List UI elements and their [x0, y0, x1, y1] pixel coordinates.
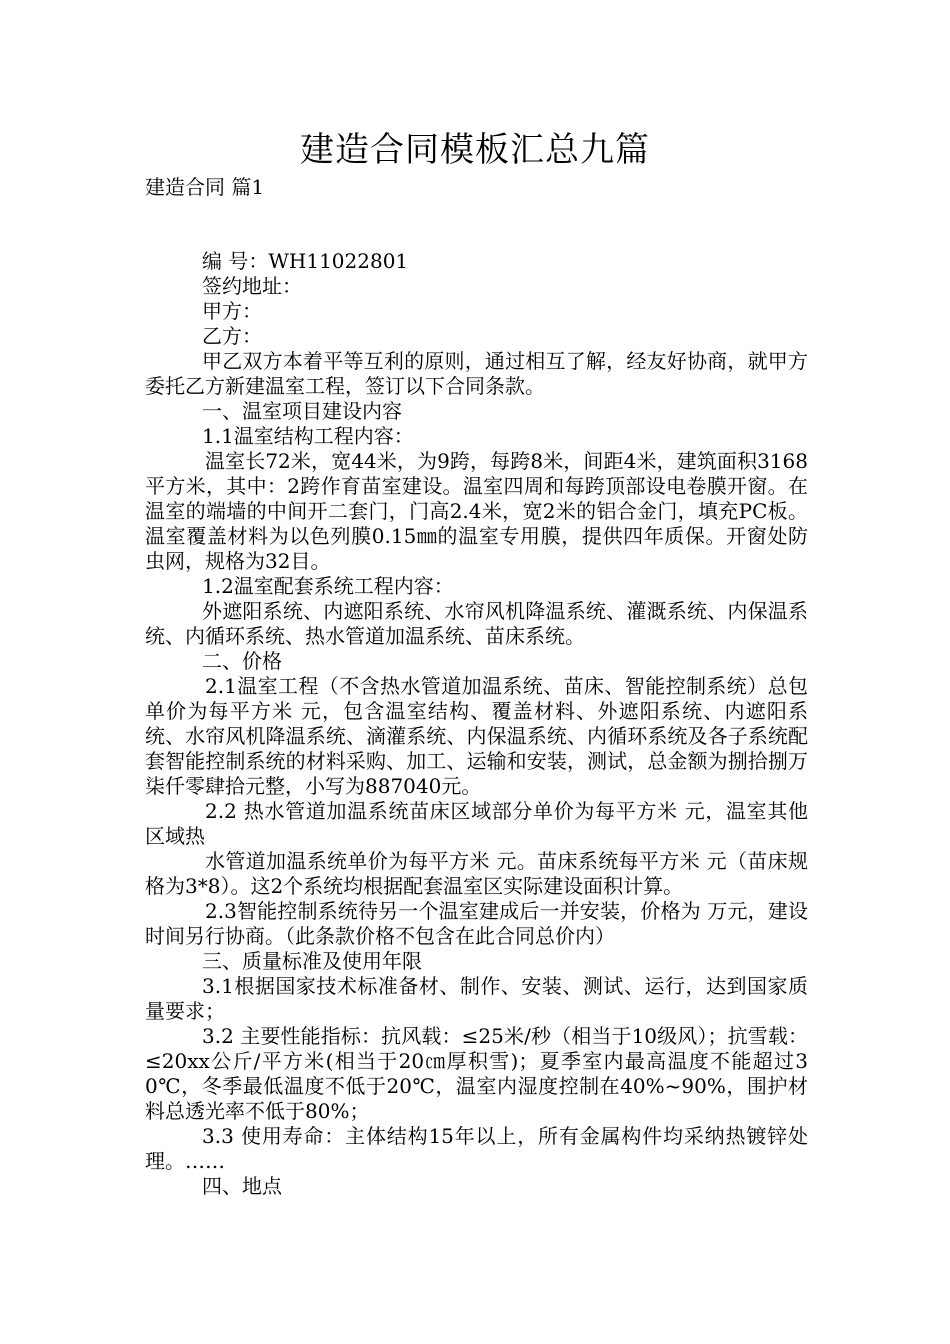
section-1-2-heading: 1.2温室配套系统工程内容： [202, 574, 454, 598]
section-3-2-paragraph: 3.2 主要性能指标：抗风载：≤25米/秒（相当于10级风）；抗雪载：≤20xx公斤/平方米(相当于20㎝厚积雪)；夏季室内最高温度不能超过30℃，冬季最低温度不低于20℃，温室内湿度控制在40%~90%，围护材料总透光率不低于80%； [145, 1024, 808, 1123]
intro-paragraph: 甲乙双方本着平等互利的原则，通过相互了解，经友好协商，就甲方委托乙方新建温室工程，签订以下合同条款。 [145, 349, 808, 398]
section-1-2-body: 外遮阳系统、内遮阳系统、水帘风机降温系统、灌溉系统、内保温系统、内循环系统、热水管道加温系统、苗床系统。 [145, 599, 808, 648]
section-2-heading: 二、价格 [202, 649, 282, 673]
signing-address-field: 签约地址： [202, 274, 302, 298]
document-title: 建造合同模板汇总九篇 [300, 130, 650, 170]
section-3-heading: 三、质量标准及使用年限 [202, 949, 422, 973]
contract-number-field: 编 号：WH11022801 [202, 249, 409, 273]
section-2-2-paragraph-b: 水管道加温系统单价为每平方米 元。苗床系统每平方米 元（苗床规格为3*8）。这2个系统均根据配套温室区实际建设面积计算。 [145, 849, 808, 898]
section-2-3-paragraph: 2.3智能控制系统待另一个温室建成后一并安装，价格为 万元，建设时间另行协商。（此条款价格不包含在此合同总价内） [145, 899, 808, 948]
section-3-1-paragraph: 3.1根据国家技术标准备材、制作、安装、测试、运行，达到国家质量要求； [145, 974, 808, 1023]
section-2-2-paragraph-a: 2.2 热水管道加温系统苗床区域部分单价为每平方米 元，温室其他区域热 [145, 799, 808, 848]
section-1-1-body: 温室长72米，宽44米，为9跨，每跨8米，间距4米，建筑面积3168平方米，其中：2跨作育苗室建设。温室四周和每跨顶部设电卷膜开窗。在温室的端墙的中间开二套门，门高2.4米，宽2米的铝合金门，填充PC板。温室覆盖材料为以色列膜0.15㎜的温室专用膜，提供四年质保。开窗处防虫网，规格为32目。 [145, 449, 808, 573]
section-4-heading: 四、地点 [202, 1174, 282, 1198]
section-heading: 建造合同 篇1 [145, 175, 265, 199]
section-3-3-paragraph: 3.3 使用寿命：主体结构15年以上，所有金属构件均采纳热镀锌处理。…… [145, 1124, 808, 1173]
party-a-field: 甲方： [202, 299, 262, 323]
document-body [145, 249, 808, 1199]
section-2-1-paragraph: 2.1温室工程（不含热水管道加温系统、苗床、智能控制系统）总包单价为每平方米 元，包含温室结构、覆盖材料、外遮阳系统、内遮阳系统、水帘风机降温系统、滴灌系统、内保温系统、内循环系统及各子系统配套智能控制系统的材料采购、加工、运输和安装，测试，总金额为捌拾捌万柒仟零肆拾元整，小写为887040元。 [145, 674, 808, 798]
party-b-field: 乙方： [202, 324, 262, 348]
section-1-heading: 一、温室项目建设内容 [202, 399, 402, 423]
section-1-1-heading: 1.1温室结构工程内容： [202, 424, 414, 448]
